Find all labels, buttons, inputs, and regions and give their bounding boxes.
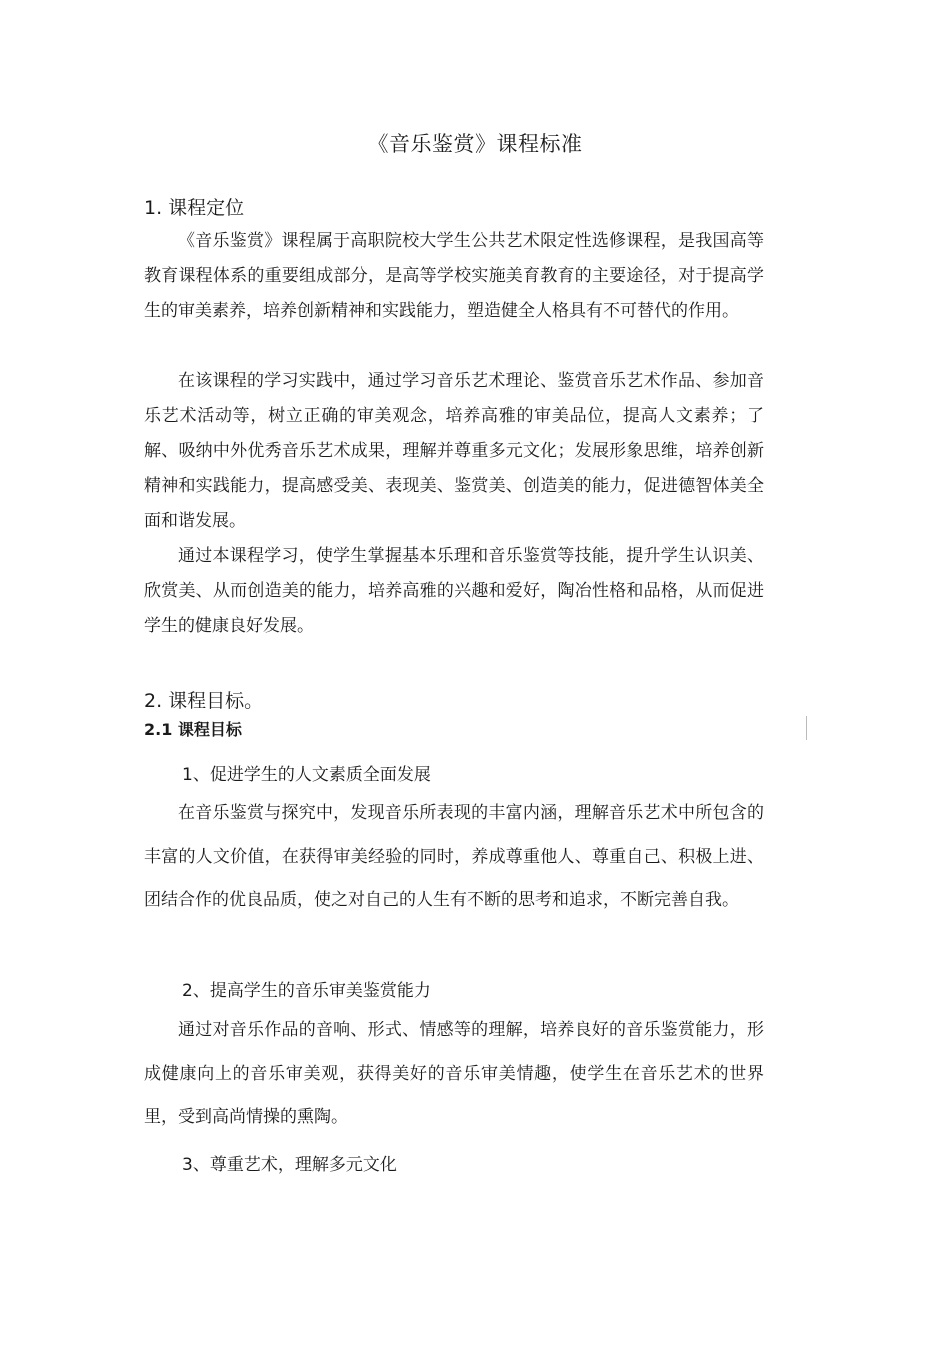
paragraph-course-positioning-1: 《音乐鉴赏》课程属于高职院校大学生公共艺术限定性选修课程，是我国高等教育课程体系的重要组成部分，是高等学校实施美育教育的主要途径，对于提高学生的审美素养，培养创新精神和实践能力，塑造健全人格具有不可替代的作用。	[144, 231, 764, 321]
goal-title-3: 3、尊重艺术，理解多元文化	[182, 1155, 397, 1175]
document-title: 《音乐鉴赏》课程标准	[367, 132, 583, 156]
subsection-heading-course-objectives: 2.1 课程目标	[144, 720, 242, 739]
section-heading-course-positioning: 1. 课程定位	[144, 197, 245, 219]
margin-mark	[806, 716, 807, 740]
goal-title-1: 1、促进学生的人文素质全面发展	[182, 765, 431, 785]
paragraph-course-positioning-2: 在该课程的学习实践中，通过学习音乐艺术理论、鉴赏音乐艺术作品、参加音乐艺术活动等，树立正确的审美观念，培养高雅的审美品位，提高人文素养；了解、吸纳中外优秀音乐艺术成果，理解并尊重多元文化；发展形象思维，培养创新精神和实践能力，提高感受美、表现美、鉴赏美、创造美的能力，促进德智体美全面和谐发展。	[144, 371, 764, 531]
goal-text-1: 在音乐鉴赏与探究中，发现音乐所表现的丰富内涵，理解音乐艺术中所包含的丰富的人文价值，在获得审美经验的同时，养成尊重他人、尊重自己、积极上进、团结合作的优良品质，使之对自己的人生有不断的思考和追求，不断完善自我。	[144, 803, 764, 910]
goal-title-2: 2、提高学生的音乐审美鉴赏能力	[182, 981, 431, 1001]
paragraph-course-positioning-3: 通过本课程学习，使学生掌握基本乐理和音乐鉴赏等技能，提升学生认识美、欣赏美、从而创造美的能力，培养高雅的兴趣和爱好，陶冶性格和品格，从而促进学生的健康良好发展。	[144, 546, 764, 636]
section-heading-course-objectives: 2. 课程目标。	[144, 690, 264, 712]
goal-text-2: 通过对音乐作品的音响、形式、情感等的理解，培养良好的音乐鉴赏能力，形成健康向上的音乐审美观，获得美好的音乐审美情趣，使学生在音乐艺术的世界里，受到高尚情操的熏陶。	[144, 1020, 764, 1127]
